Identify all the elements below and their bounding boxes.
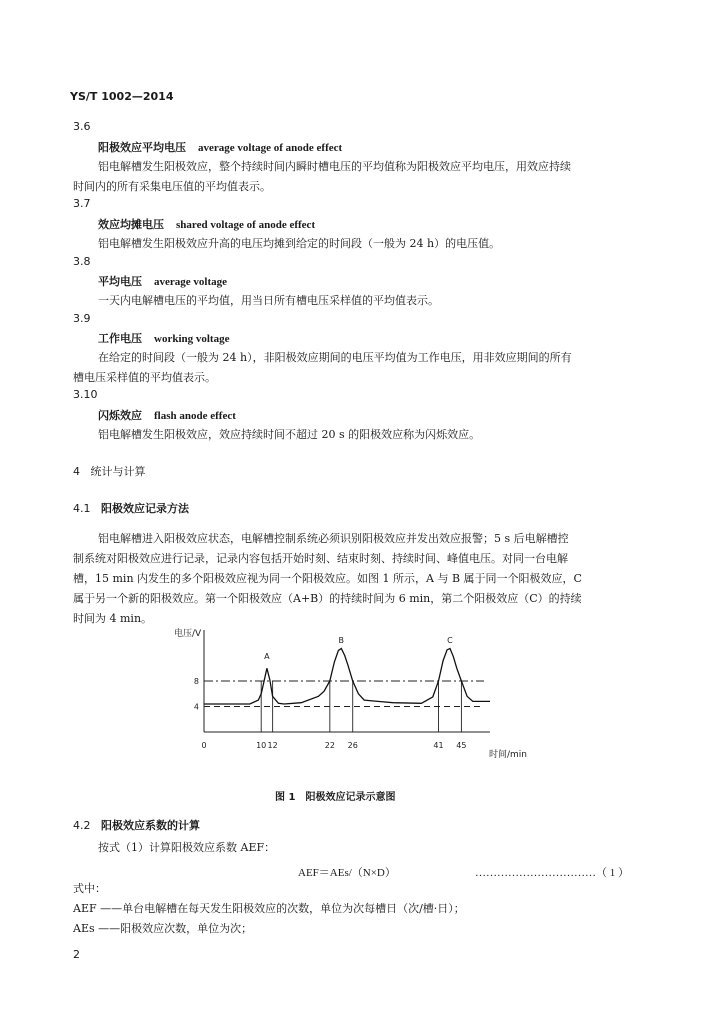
- paragraph-line: 铝电解槽进入阳极效应状态，电解槽控制系统必须识别阳极效应并发出效应报警；5 s 后电解槽控: [98, 532, 569, 545]
- formula-number: ……………………………（ 1 ）: [475, 867, 629, 879]
- term-definition-line: 铝电解槽发生阳极效应升高的电压均摊到给定的时间段（一般为 24 h）的电压值。: [98, 237, 501, 250]
- x-tick-label: 45: [456, 741, 467, 750]
- where-label: 式中：: [73, 882, 106, 895]
- peak-label: A: [264, 652, 270, 662]
- term-number: 3.10: [73, 388, 98, 401]
- term-zh: 阳极效应平均电压: [98, 141, 186, 154]
- subsection-heading: [73, 500, 189, 516]
- subsection-number: 4.2: [73, 819, 91, 832]
- term-number: 3.8: [73, 255, 91, 268]
- x-tick-label: 22: [324, 741, 335, 750]
- figure-caption: 图 1 阳极效应记录示意图: [275, 792, 396, 803]
- section-title: 统计与计算: [90, 465, 146, 478]
- definition-line: AEF ——单台电解槽在每天发生阳极效应的次数，单位为次每槽日（次/槽·日）；: [73, 902, 465, 915]
- term-en: average voltage of anode effect: [198, 142, 343, 154]
- subsection-title: 阳极效应系数的计算: [101, 819, 200, 832]
- term-heading: [98, 330, 229, 346]
- term-definition-line: 在给定的时间段（一般为 24 h），非阳极效应期间的电压平均值为工作电压，用非效应期间的所有: [98, 351, 572, 364]
- x-tick-label: 41: [433, 741, 444, 750]
- term-heading: [98, 216, 315, 232]
- x-axis-label: 时间/min: [489, 750, 528, 760]
- term-en: shared voltage of anode effect: [176, 219, 316, 231]
- section-heading: [73, 463, 146, 479]
- term-zh: 平均电压: [98, 275, 142, 288]
- x-tick-label: 0: [201, 741, 207, 750]
- x-tick-label: 10: [256, 741, 267, 750]
- peak-label: B: [338, 636, 345, 646]
- peak-label: C: [447, 636, 453, 646]
- paragraph-line: 槽，15 min 内发生的多个阳极效应视为同一个阳极效应。如图 1 所示，A 与 B 属于同一个阳极效应，C: [73, 572, 582, 585]
- voltage-curve: [204, 649, 490, 705]
- x-tick-label: 12: [267, 741, 278, 750]
- y-tick-label: 4: [193, 702, 199, 712]
- page-number: 2: [73, 948, 80, 961]
- subsection-title: 阳极效应记录方法: [101, 502, 189, 515]
- term-zh: 效应均摊电压: [98, 218, 164, 231]
- anode-effect-chart: [160, 622, 540, 767]
- term-en: average voltage: [154, 276, 227, 288]
- term-number: 3.7: [73, 197, 91, 210]
- definition-line: AEs ——阳极效应次数，单位为次；: [73, 922, 253, 935]
- section-number: 4: [73, 465, 80, 478]
- term-definition-line: 铝电解槽发生阳极效应，效应持续时间不超过 20 s 的阳极效应称为闪烁效应。: [98, 428, 481, 441]
- doc-code-header: YS/T 1002—2014: [70, 90, 174, 103]
- paragraph-line: 按式（1）计算阳极效应系数 AEF：: [98, 841, 276, 854]
- y-axis-label: 电压/V: [174, 629, 202, 639]
- term-zh: 闪烁效应: [98, 409, 142, 422]
- term-number: 3.6: [73, 120, 91, 133]
- term-en: working voltage: [154, 333, 230, 345]
- x-tick-label: 26: [347, 741, 358, 750]
- term-heading: [98, 273, 227, 289]
- y-tick-label: 8: [193, 677, 199, 686]
- paragraph-line: 属于另一个新的阳极效应。第一个阳极效应（A+B）的持续时间为 6 min，第二个阳极效应（C）的持续: [73, 592, 582, 605]
- term-definition-line: 时间内的所有采集电压值的平均值表示。: [73, 180, 271, 193]
- term-en: flash anode effect: [154, 410, 236, 422]
- term-definition-line: 槽电压采样值的平均值表示。: [73, 371, 216, 384]
- term-number: 3.9: [73, 312, 91, 325]
- term-definition-line: 铝电解槽发生阳极效应，整个持续时间内瞬时槽电压的平均值称为阳极效应平均电压，用效应持续: [98, 160, 571, 173]
- paragraph-line: 制系统对阳极效应进行记录，记录内容包括开始时刻、结束时刻、持续时间、峰值电压。对同一台电解: [73, 552, 568, 565]
- term-zh: 工作电压: [98, 332, 142, 345]
- paragraph-line: 时间为 4 min。: [73, 612, 153, 625]
- formula: AEF＝AEs/（N×D）: [298, 867, 396, 879]
- subsection-number: 4.1: [73, 502, 91, 515]
- subsection-heading: [73, 817, 200, 833]
- term-definition-line: 一天内电解槽电压的平均值，用当日所有槽电压采样值的平均值表示。: [98, 294, 439, 307]
- term-heading: [98, 139, 342, 155]
- term-heading: [98, 407, 236, 423]
